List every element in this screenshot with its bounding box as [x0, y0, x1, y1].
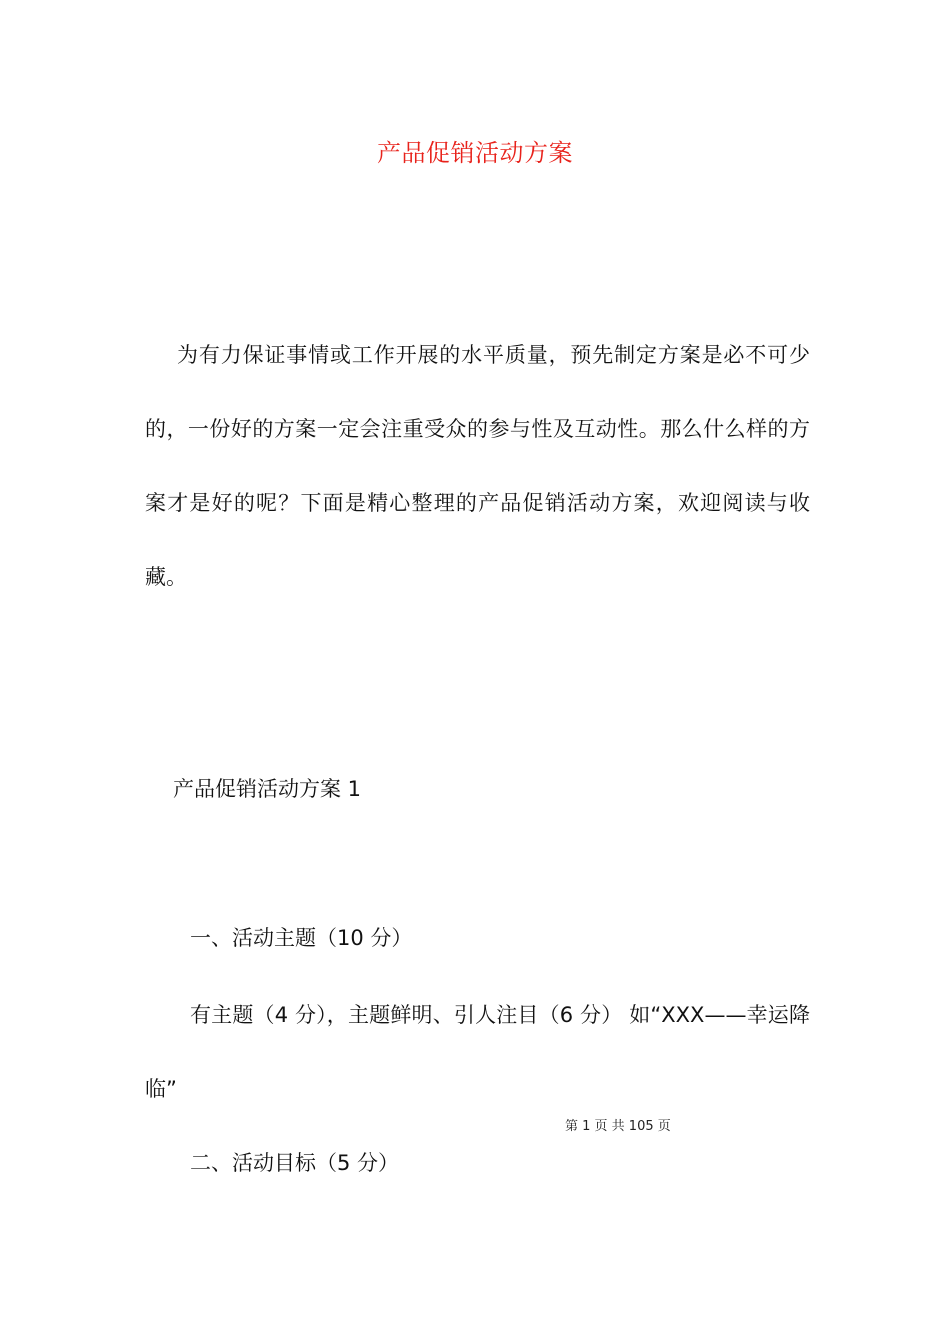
intro-paragraph: 为有力保证事情或工作开展的水平质量，预先制定方案是必不可少的，一份好的方案一定会注重受众的参与性及互动性。那么什么样的方案才是好的呢？下面是精心整理的产品促销活动方案，欢迎阅读与收藏。: [145, 343, 810, 589]
document-title: 产品促销活动方案: [377, 139, 573, 167]
page-indicator: 第 1 页 共 105 页: [565, 1119, 671, 1134]
item1-heading: 一、活动主题（10 分）: [190, 926, 413, 950]
item1-paragraph: 有主题（4 分），主题鲜明、引人注目（6 分） 如“XXX——幸运降临”: [145, 1003, 810, 1101]
item2-heading: 二、活动目标（5 分）: [190, 1151, 400, 1175]
section-heading: 产品促销活动方案 1: [173, 777, 362, 801]
